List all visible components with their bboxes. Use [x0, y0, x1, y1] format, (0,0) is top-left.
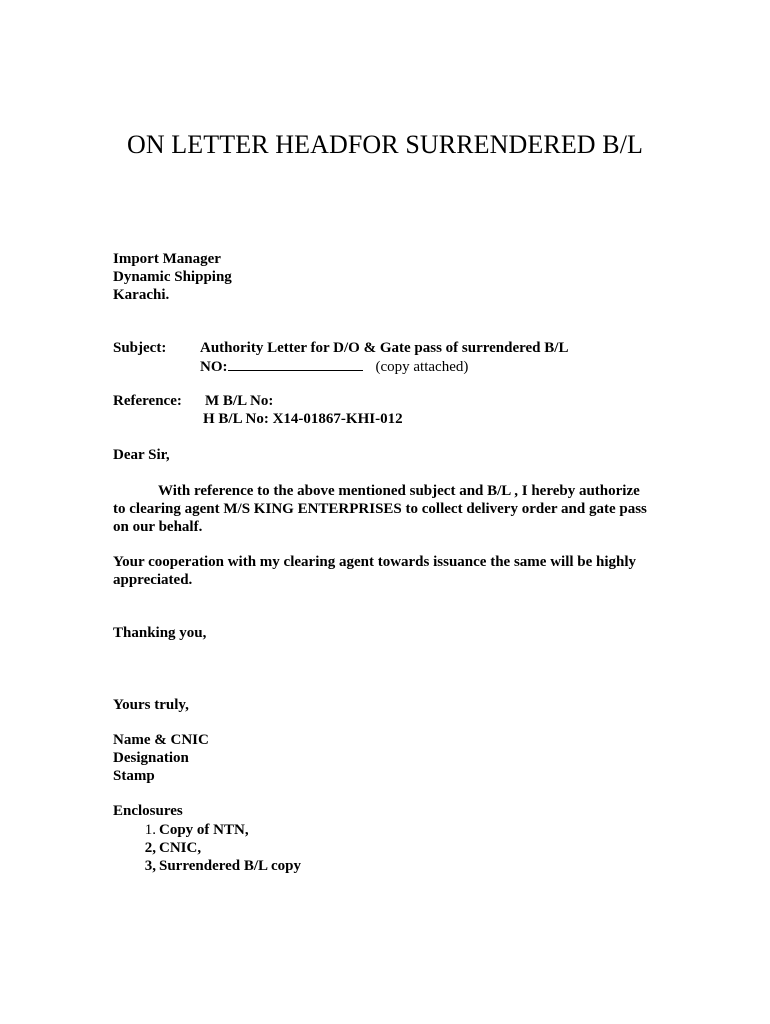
signature-block: [113, 731, 209, 785]
closing-yours-truly: Yours truly,: [113, 697, 189, 713]
recipient-address: [113, 250, 232, 304]
salutation: Dear Sir,: [113, 447, 170, 463]
body-paragraph-1: [113, 482, 658, 536]
recipient-line-1: Import Manager: [113, 251, 221, 267]
list-item-text: Surrendered B/L copy: [159, 858, 301, 874]
blank-fill-line: [228, 357, 363, 371]
enclosures-list: [113, 821, 301, 875]
recipient-line-3: Karachi.: [113, 287, 170, 303]
signature-name-cnic: Name & CNIC: [113, 732, 209, 748]
reference-mbl: M B/L No:: [205, 393, 274, 409]
list-item: [113, 821, 301, 839]
closing-thanks: Thanking you,: [113, 625, 207, 641]
list-item-number: 2,: [144, 840, 156, 856]
paragraph-1-line-3: on our behalf.: [113, 519, 203, 535]
list-item-text: CNIC,: [159, 840, 202, 856]
subject-no-label: NO:: [200, 359, 228, 375]
list-item: [113, 857, 301, 875]
letter-title: ON LETTER HEADFOR SURRENDERED B/L: [126, 130, 644, 159]
body-paragraph-2: [113, 553, 636, 589]
recipient-line-2: Dynamic Shipping: [113, 269, 232, 285]
signature-stamp: Stamp: [113, 768, 155, 784]
signature-designation: Designation: [113, 750, 189, 766]
subject-label: Subject:: [113, 340, 167, 356]
copy-attached-note: (copy attached): [375, 359, 469, 375]
list-item-number: 3,: [144, 858, 156, 874]
list-item-number: 1.: [144, 822, 156, 838]
reference-hbl: H B/L No: X14-01867-KHI-012: [203, 411, 403, 427]
subject-text: Authority Letter for D/O & Gate pass of surrendered B/L: [200, 340, 569, 356]
subject-number-row: [200, 357, 468, 376]
enclosures-title: Enclosures: [113, 803, 183, 819]
paragraph-1-line-2: to clearing agent M/S KING ENTERPRISES to collect delivery order and gate pass: [113, 501, 647, 517]
paragraph-1-line-1: With reference to the above mentioned subject and B/L , I hereby authorize: [158, 483, 640, 499]
paragraph-2-line-2: appreciated.: [113, 572, 193, 588]
reference-label: Reference:: [113, 393, 182, 409]
paragraph-2-line-1: Your cooperation with my clearing agent towards issuance the same will be highly: [113, 554, 637, 570]
list-item: [113, 839, 301, 857]
list-item-text: Copy of NTN,: [159, 822, 249, 838]
